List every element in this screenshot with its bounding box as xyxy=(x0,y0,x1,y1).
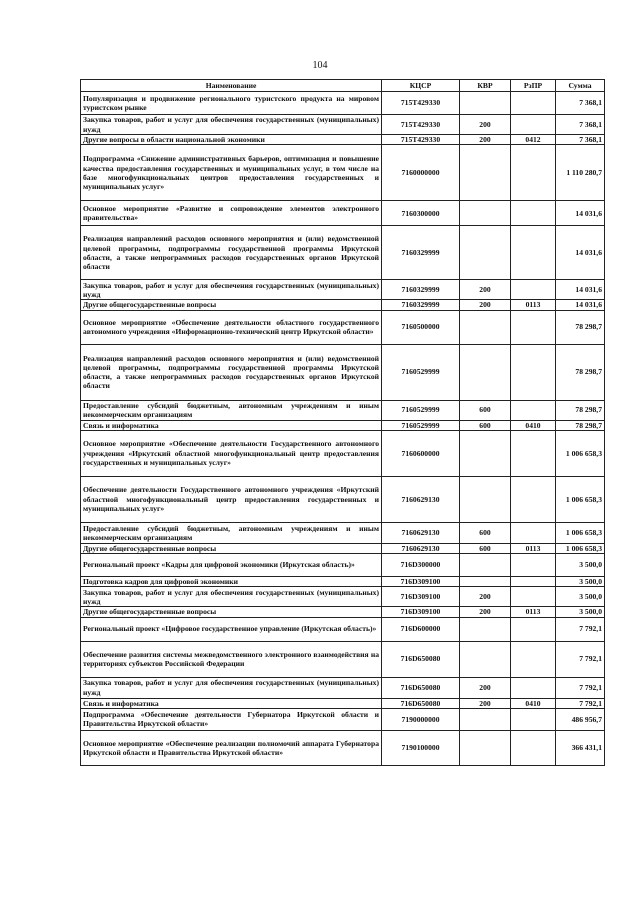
row-kvr xyxy=(460,430,511,476)
row-rzpr xyxy=(511,201,556,226)
row-code: 715T429330 xyxy=(382,115,460,135)
row-name: Обеспечение деятельности Государственного автономного учреждения «Иркутский областной многофункциональный центр предоставления государственных и муниципальных услуг» xyxy=(81,476,382,522)
row-kvr: 200 xyxy=(460,607,511,617)
row-kvr xyxy=(460,344,511,400)
row-sum: 14 031,6 xyxy=(556,201,605,226)
row-kvr xyxy=(460,310,511,344)
row-sum: 366 431,1 xyxy=(556,730,605,765)
row-kvr xyxy=(460,226,511,280)
row-rzpr: 0410 xyxy=(511,420,556,430)
table-row xyxy=(81,698,605,708)
row-name: Реализация направлений расходов основного мероприятия и (или) ведомственной целевой программы, подпрограммы государственной программы Иркутской области, а также непрограммных расходов государственных органов Иркутской области xyxy=(81,226,382,280)
row-rzpr: 0113 xyxy=(511,543,556,553)
row-code: 7160529999 xyxy=(382,344,460,400)
row-name: Закупка товаров, работ и услуг для обеспечения государственных (муниципальных) нужд xyxy=(81,587,382,607)
row-rzpr: 0410 xyxy=(511,698,556,708)
row-kvr: 600 xyxy=(460,420,511,430)
row-kvr xyxy=(460,641,511,677)
row-code: 7160629130 xyxy=(382,476,460,522)
row-kvr: 200 xyxy=(460,698,511,708)
row-code: 7160000000 xyxy=(382,145,460,201)
row-rzpr xyxy=(511,280,556,300)
row-code: 7160329999 xyxy=(382,226,460,280)
table-row xyxy=(81,300,605,310)
row-sum: 7 792,1 xyxy=(556,617,605,641)
header-name: Наименование xyxy=(81,80,382,92)
table-row xyxy=(81,430,605,476)
header-sum: Сумма xyxy=(556,80,605,92)
row-sum: 1 006 658,3 xyxy=(556,522,605,543)
row-kvr: 200 xyxy=(460,587,511,607)
row-name: Реализация направлений расходов основного мероприятия и (или) ведомственной целевой программы, подпрограммы государственной программы Иркутской области, а также непрограммных расходов государственных органов Иркутской области xyxy=(81,344,382,400)
row-name: Связь и информатика xyxy=(81,698,382,708)
row-sum: 3 500,0 xyxy=(556,587,605,607)
table-row xyxy=(81,145,605,201)
row-kvr: 600 xyxy=(460,522,511,543)
row-name: Другие общегосударственные вопросы xyxy=(81,300,382,310)
row-rzpr xyxy=(511,554,556,577)
row-kvr: 600 xyxy=(460,400,511,420)
row-name: Основное мероприятие «Обеспечение реализации полномочий аппарата Губернатора Иркутской области и Правительства Иркутской области» xyxy=(81,730,382,765)
row-code: 7160629130 xyxy=(382,543,460,553)
row-code: 7190100000 xyxy=(382,730,460,765)
row-name: Подготовка кадров для цифровой экономики xyxy=(81,577,382,587)
table-row xyxy=(81,577,605,587)
row-name: Популяризация и продвижение регионального туристского продукта на мировом туристском рынке xyxy=(81,92,382,115)
row-code: 7160300000 xyxy=(382,201,460,226)
row-name: Предоставление субсидий бюджетным, автономным учреждениям и иным некоммерческим организациям xyxy=(81,522,382,543)
table-row xyxy=(81,400,605,420)
row-name: Подпрограмма «Снижение административных барьеров, оптимизация и повышение качества предоставления государственных и муниципальных услуг, в том числе на базе многофункциональных центров предоставления государственных и муниципальных услуг» xyxy=(81,145,382,201)
row-rzpr xyxy=(511,708,556,730)
row-code: 7160500000 xyxy=(382,310,460,344)
row-kvr xyxy=(460,145,511,201)
row-code: 716D300000 xyxy=(382,554,460,577)
table-row xyxy=(81,92,605,115)
row-sum: 7 368,1 xyxy=(556,115,605,135)
row-kvr xyxy=(460,92,511,115)
row-rzpr xyxy=(511,730,556,765)
row-kvr: 200 xyxy=(460,677,511,698)
row-sum: 1 006 658,3 xyxy=(556,476,605,522)
row-code: 7160629130 xyxy=(382,522,460,543)
row-sum: 3 500,0 xyxy=(556,577,605,587)
row-sum: 1 110 280,7 xyxy=(556,145,605,201)
row-name: Подпрограмма «Обеспечение деятельности Губернатора Иркутской области и Правительства Иркутской области» xyxy=(81,708,382,730)
row-rzpr: 0412 xyxy=(511,135,556,145)
row-rzpr xyxy=(511,310,556,344)
row-name: Другие общегосударственные вопросы xyxy=(81,607,382,617)
table-row xyxy=(81,617,605,641)
row-code: 716D650080 xyxy=(382,698,460,708)
row-name: Закупка товаров, работ и услуг для обеспечения государственных (муниципальных) нужд xyxy=(81,677,382,698)
table-row xyxy=(81,115,605,135)
row-name: Региональный проект «Цифровое государственное управление (Иркутская область)» xyxy=(81,617,382,641)
row-code: 716D309100 xyxy=(382,587,460,607)
row-rzpr xyxy=(511,522,556,543)
row-sum: 78 298,7 xyxy=(556,420,605,430)
row-kvr xyxy=(460,708,511,730)
header-kvr: КВР xyxy=(460,80,511,92)
row-kvr: 200 xyxy=(460,300,511,310)
row-kvr xyxy=(460,201,511,226)
table-row xyxy=(81,543,605,553)
row-rzpr xyxy=(511,476,556,522)
row-rzpr xyxy=(511,617,556,641)
table-header-row xyxy=(81,80,605,92)
page-number: 104 xyxy=(312,60,328,71)
row-name: Другие вопросы в области национальной экономики xyxy=(81,135,382,145)
row-rzpr xyxy=(511,92,556,115)
row-sum: 78 298,7 xyxy=(556,400,605,420)
row-code: 7160329999 xyxy=(382,280,460,300)
row-kvr: 200 xyxy=(460,135,511,145)
row-name: Закупка товаров, работ и услуг для обеспечения государственных (муниципальных) нужд xyxy=(81,280,382,300)
row-rzpr xyxy=(511,226,556,280)
row-name: Предоставление субсидий бюджетным, автономным учреждениям и иным некоммерческим организациям xyxy=(81,400,382,420)
row-name: Основное мероприятие «Обеспечение деятельности Государственного автономного учреждения «Иркутский областной многофункциональный центр предоставления государственных и муниципальных услуг» xyxy=(81,430,382,476)
row-kvr xyxy=(460,577,511,587)
row-code: 7190000000 xyxy=(382,708,460,730)
row-name: Связь и информатика xyxy=(81,420,382,430)
row-name: Основное мероприятие «Обеспечение деятельности областного государственного автономного учреждения «Информационно-технический центр Иркутской области» xyxy=(81,310,382,344)
row-code: 716D650080 xyxy=(382,641,460,677)
row-kvr xyxy=(460,617,511,641)
row-rzpr xyxy=(511,430,556,476)
table-row xyxy=(81,280,605,300)
table-row xyxy=(81,554,605,577)
table-row xyxy=(81,135,605,145)
row-code: 7160600000 xyxy=(382,430,460,476)
row-rzpr xyxy=(511,587,556,607)
row-name: Закупка товаров, работ и услуг для обеспечения государственных (муниципальных) нужд xyxy=(81,115,382,135)
table-row xyxy=(81,677,605,698)
table-row xyxy=(81,476,605,522)
row-code: 716D309100 xyxy=(382,577,460,587)
row-kvr xyxy=(460,554,511,577)
row-sum: 78 298,7 xyxy=(556,344,605,400)
row-kvr: 200 xyxy=(460,280,511,300)
row-name: Основное мероприятие «Развитие и сопровождение элементов электронного правительства» xyxy=(81,201,382,226)
row-sum: 1 006 658,3 xyxy=(556,430,605,476)
row-sum: 3 500,0 xyxy=(556,554,605,577)
row-code: 7160329999 xyxy=(382,300,460,310)
table-row xyxy=(81,708,605,730)
table-row xyxy=(81,607,605,617)
table-row xyxy=(81,587,605,607)
table-row xyxy=(81,226,605,280)
row-sum: 14 031,6 xyxy=(556,226,605,280)
row-rzpr xyxy=(511,145,556,201)
row-code: 7160529999 xyxy=(382,400,460,420)
row-sum: 1 006 658,3 xyxy=(556,543,605,553)
row-sum: 78 298,7 xyxy=(556,310,605,344)
row-rzpr: 0113 xyxy=(511,300,556,310)
row-code: 715T429330 xyxy=(382,92,460,115)
row-name: Другие общегосударственные вопросы xyxy=(81,543,382,553)
row-kvr: 600 xyxy=(460,543,511,553)
row-code: 7160529999 xyxy=(382,420,460,430)
row-name: Региональный проект «Кадры для цифровой экономики (Иркутская область)» xyxy=(81,554,382,577)
row-sum: 7 368,1 xyxy=(556,92,605,115)
row-kvr: 200 xyxy=(460,115,511,135)
row-rzpr xyxy=(511,344,556,400)
row-rzpr xyxy=(511,677,556,698)
row-sum: 14 031,6 xyxy=(556,280,605,300)
row-sum: 7 792,1 xyxy=(556,677,605,698)
table-row xyxy=(81,310,605,344)
row-code: 716D650080 xyxy=(382,677,460,698)
table-row xyxy=(81,420,605,430)
row-kvr xyxy=(460,730,511,765)
budget-table xyxy=(80,79,605,766)
table-row xyxy=(81,730,605,765)
row-rzpr xyxy=(511,400,556,420)
table-row xyxy=(81,641,605,677)
row-sum: 14 031,6 xyxy=(556,300,605,310)
row-rzpr xyxy=(511,115,556,135)
row-sum: 7 368,1 xyxy=(556,135,605,145)
row-rzpr xyxy=(511,577,556,587)
row-code: 715T429330 xyxy=(382,135,460,145)
table-row xyxy=(81,201,605,226)
header-rzpr: РзПР xyxy=(511,80,556,92)
row-name: Обеспечение развития системы межведомственного электронного взаимодействия на территориях субъектов Российской Федерации xyxy=(81,641,382,677)
table-row xyxy=(81,522,605,543)
row-code: 716D309100 xyxy=(382,607,460,617)
row-sum: 7 792,1 xyxy=(556,698,605,708)
row-rzpr: 0113 xyxy=(511,607,556,617)
row-sum: 7 792,1 xyxy=(556,641,605,677)
row-code: 716D600000 xyxy=(382,617,460,641)
row-sum: 3 500,0 xyxy=(556,607,605,617)
row-sum: 486 956,7 xyxy=(556,708,605,730)
row-rzpr xyxy=(511,641,556,677)
row-kvr xyxy=(460,476,511,522)
header-code: КЦСР xyxy=(382,80,460,92)
table-row xyxy=(81,344,605,400)
